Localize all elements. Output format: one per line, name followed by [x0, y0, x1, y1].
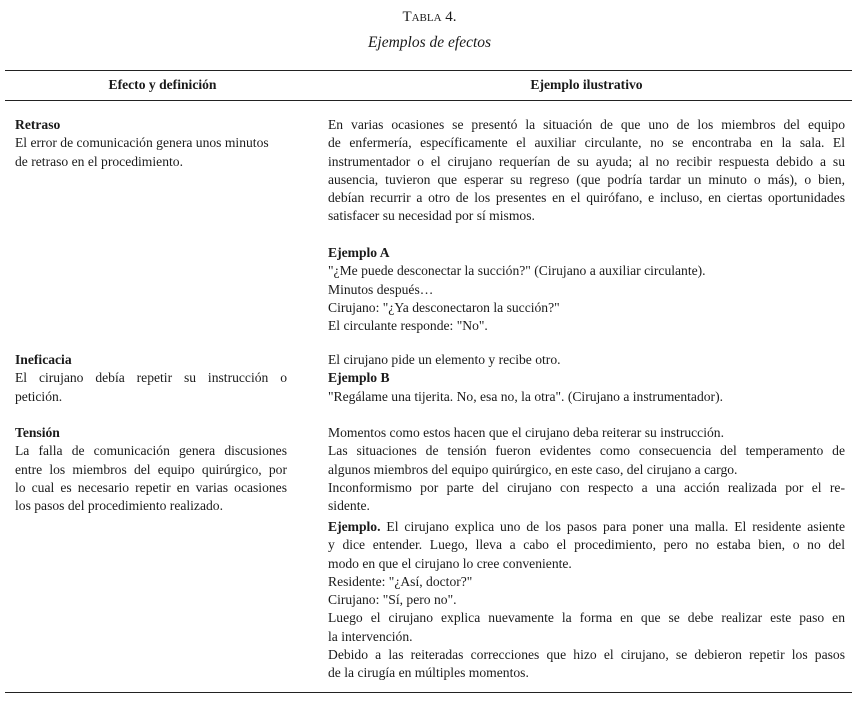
row-tension-example-detail — [328, 518, 845, 683]
example-line: satisfacer su necesidad por sí mismos. — [328, 208, 535, 224]
row-retraso-definition — [15, 116, 287, 171]
example-line: En varias ocasiones se presentó la situación de que uno de los miembros del equipo — [328, 117, 845, 132]
example-line: sidente. — [328, 498, 370, 514]
example-label: Ejemplo A — [328, 245, 390, 261]
example-line: Debido a las reiteradas correcciones que hizo el cirujano, se debieron repetir los pasos — [328, 647, 845, 663]
example-line: Luego el cirujano explica nuevamente la forma en que se debe realizar este paso en — [328, 610, 845, 626]
definition-line: petición. — [15, 388, 63, 404]
row-tension-example — [328, 424, 845, 515]
header-effect: Efecto y definición — [108, 77, 217, 92]
row-retraso-example — [328, 116, 845, 336]
example-line: Residente: "¿Así, doctor?" — [328, 573, 473, 589]
example-line: Inconformismo por parte del cirujano con respecto a una acción realizada por el re- — [328, 479, 845, 495]
example-line: Momentos como estos hacen que el cirujano deba reiterar su instrucción. — [328, 425, 724, 440]
effect-name: Retraso — [15, 117, 61, 132]
example-line: modo en que el cirujano lo cree conveniente. — [328, 555, 572, 571]
header-rule — [5, 100, 852, 101]
example-label: Ejemplo B — [328, 370, 390, 386]
example-line: Cirujano: "Sí, pero no". — [328, 592, 457, 608]
definition-line: El error de comunicación genera unos minutos — [15, 135, 269, 151]
example-line: la intervención. — [328, 628, 413, 644]
example-line: Las situaciones de tensión fueron evidentes como consecuencia del temperamento de — [328, 443, 845, 459]
example-line: Minutos después… — [328, 281, 434, 297]
row-tension-definition — [15, 424, 287, 515]
definition-line: entre los miembros del equipo quirúrgico, por — [15, 461, 287, 477]
example-line: de enfermería, específicamente el auxiliar circulante, no se encontraba en la sala. El — [328, 135, 845, 151]
effect-name: Tensión — [15, 425, 60, 440]
definition-line: los pasos del procedimiento realizado. — [15, 498, 223, 514]
example-line: Cirujano: "¿Ya desconectaron la succión?" — [328, 299, 560, 315]
definition-line: lo cual es necesario repetir en varias ocasiones — [15, 479, 287, 495]
example-line: El circulante responde: "No". — [328, 318, 488, 334]
table-title: Tabla 4. — [402, 9, 457, 25]
top-rule — [5, 70, 852, 71]
definition-line: de retraso en el procedimiento. — [15, 153, 183, 169]
header-example: Ejemplo ilustrativo — [530, 77, 643, 92]
example-line: "Regálame una tijerita. No, esa no, la otra". (Cirujano a instrumentador). — [328, 388, 723, 404]
example-line: "¿Me puede desconectar la succión?" (Cirujano a auxiliar circulante). — [328, 263, 706, 279]
example-line: El cirujano pide un elemento y recibe otro. — [328, 352, 561, 367]
example-label: Ejemplo. — [328, 519, 381, 534]
example-line: ausencia, tuvieron que esperar su regreso (que podría tardar un minuto o más), o bien, — [328, 171, 845, 187]
example-line: y dice entender. Luego, lleva a cabo el procedimiento, pero no estaba bien, o no del — [328, 537, 845, 553]
effect-name: Ineficacia — [15, 352, 72, 367]
example-line: de la cirugía en múltiples momentos. — [328, 665, 529, 681]
example-line: instrumentador o el cirujano requerían de su ayuda; al no recibir respuesta debido a su — [328, 153, 845, 169]
example-line: debían recurrir a otro de los presentes en el quirófano, e incluso, en ciertas oportunidades — [328, 190, 845, 206]
definition-line: El cirujano debía repetir su instrucción o — [15, 370, 287, 386]
example-line — [328, 518, 845, 536]
example-line: algunos miembros del equipo quirúrgico, en este caso, del cirujano a cargo. — [328, 461, 738, 477]
bottom-rule — [5, 692, 852, 693]
definition-line: La falla de comunicación genera discusiones — [15, 443, 287, 459]
row-ineficacia-example — [328, 351, 845, 406]
row-ineficacia-definition — [15, 351, 287, 406]
example-first-line: El cirujano explica uno de los pasos para poner una malla. El residente asiente — [386, 519, 845, 534]
table-subtitle: Ejemplos de efectos — [367, 34, 492, 51]
